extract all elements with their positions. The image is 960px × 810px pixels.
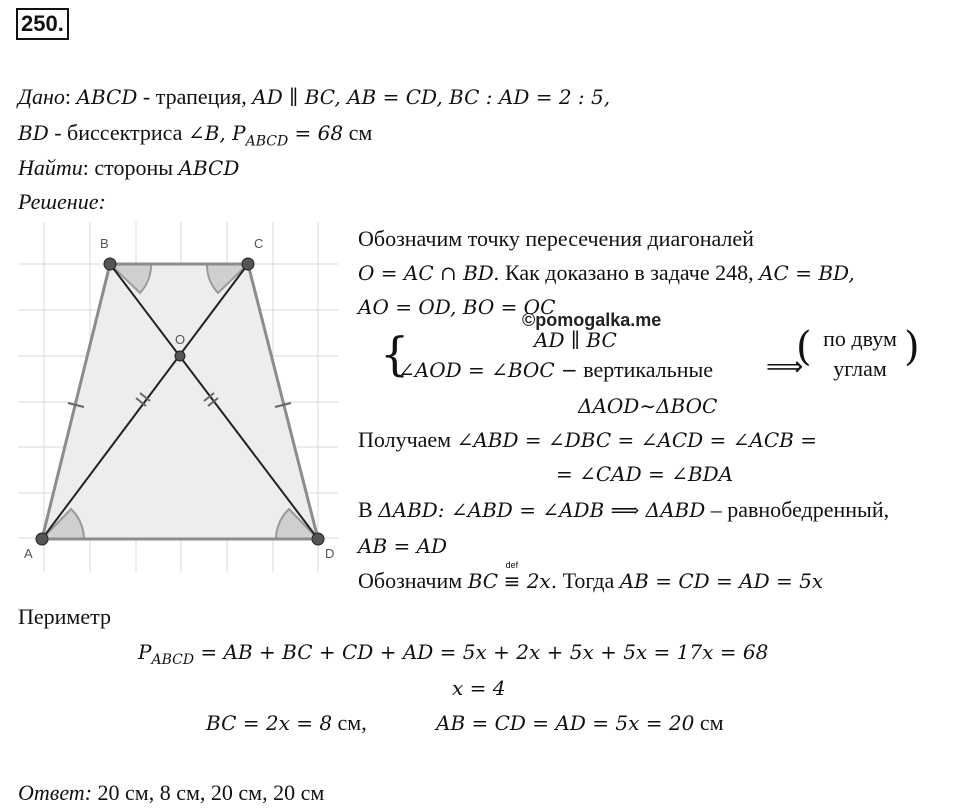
bc-symbol: BC xyxy=(467,569,499,593)
vertex-label-c: C xyxy=(254,236,264,251)
bc-def: ≡ 2x. xyxy=(503,569,558,593)
find-math: ABCD xyxy=(178,156,240,180)
bc-result xyxy=(206,710,367,736)
perimeter-sum: = AB + BC + CD + AD = 5x + 2x + 5x + 5x = 17x = 68 xyxy=(194,640,769,664)
answer-text: 20 см, 8 см, 20 см, 20 см xyxy=(92,780,325,805)
similarity-line: ΔAOD∼ΔBOC xyxy=(578,394,718,418)
paren-right: ) xyxy=(904,324,920,370)
perimeter-p: P xyxy=(138,640,152,664)
isosceles-reason: ΔABD: ∠ABD = ∠ADB ⟹ ΔABD xyxy=(378,498,706,522)
answer-label: Ответ: xyxy=(18,780,93,805)
implies-arrow: ⟹ xyxy=(766,352,804,381)
vertex-label-a: A xyxy=(24,546,33,561)
given-trapezoid-name: ABCD xyxy=(76,85,138,109)
perimeter-equation xyxy=(138,640,768,668)
paren-line-1: по двум xyxy=(823,326,897,351)
answer-line xyxy=(18,780,324,806)
paren-line-2: углам xyxy=(833,356,887,381)
given-perimeter-sub: ABCD xyxy=(245,133,289,150)
solution-line-3: AO = OD, BO = OC xyxy=(358,295,556,319)
def-label: def xyxy=(505,560,519,570)
bc-result-unit: см, xyxy=(332,710,367,735)
intersection-def: O = AC ∩ BD. xyxy=(358,261,500,285)
vertex-label-d: D xyxy=(325,546,335,561)
given-label: Дано xyxy=(18,84,65,109)
solution-line-7: = ∠CAD = ∠BDA xyxy=(556,462,734,486)
vertical-angles-math: ∠AOD = ∠BOC − xyxy=(398,358,578,382)
given-bisector-text: - биссектриса xyxy=(48,120,188,145)
vertical-angles-text: вертикальные xyxy=(577,357,714,382)
def-equiv xyxy=(503,560,558,594)
find-label: Найти xyxy=(18,155,83,180)
given-line-1: Дано: ABCD - трапеция, AD ∥ BC, AB = CD, BC : AD = 2 : 5, xyxy=(18,84,611,109)
vertex-label-b: B xyxy=(100,236,109,251)
solution-line-8 xyxy=(358,497,889,523)
diagonals-equal: AC = BD, xyxy=(759,261,855,285)
proof-reference: Как доказано в задаче 248, xyxy=(499,260,760,285)
in-triangle-text: В xyxy=(358,497,379,522)
paren-left: ( xyxy=(796,324,812,370)
given-line-2 xyxy=(18,120,372,149)
perimeter-sub: ABCD xyxy=(151,652,195,668)
perimeter-label: Периметр xyxy=(18,604,111,629)
given-trapezoid-text: - трапеция, xyxy=(137,84,253,109)
trapezoid-fill xyxy=(42,264,318,539)
given-conditions: AD ∥ BC, AB = CD, BC : AD = 2 : 5, xyxy=(252,85,611,109)
solution-label: Решение: xyxy=(18,189,106,214)
system-brace: { xyxy=(380,327,410,381)
given-perimeter-unit: см xyxy=(343,120,373,145)
find-text: : стороны xyxy=(82,155,179,180)
bc-result-math: BC = 2x = 8 xyxy=(206,711,333,735)
angles-equal-1: ∠ABD = ∠DBC = ∠ACD = ∠ACB = xyxy=(456,428,817,452)
obtain-text: Получаем xyxy=(358,427,457,452)
solution-line-6 xyxy=(358,427,817,453)
solution-line-1: Обозначим точку пересечения диагоналей xyxy=(358,226,754,251)
given-angle-perimeter: ∠B, P xyxy=(187,121,246,145)
trapezoid-figure xyxy=(18,222,338,572)
isosceles-text: – равнобедренный, xyxy=(705,497,890,522)
sides-result-unit: см xyxy=(694,710,724,735)
find-line xyxy=(18,155,239,181)
denote-text: Обозначим xyxy=(358,568,468,593)
vertex-label-o: O xyxy=(175,332,186,347)
x-value: x = 4 xyxy=(452,676,506,700)
solution-line-2 xyxy=(358,260,855,286)
then-text: Тогда xyxy=(557,568,620,593)
system-line-1: AD ∥ BC xyxy=(534,328,617,352)
problem-number: 250. xyxy=(16,8,69,40)
solution-line-10 xyxy=(358,560,824,594)
given-perimeter-value: = 68 xyxy=(288,121,344,145)
watermark: ©pomogalka.me xyxy=(522,310,662,330)
sides-result xyxy=(436,710,724,736)
solution-line-9: AB = AD xyxy=(358,534,448,558)
sides-result-math: AB = CD = AD = 5x = 20 xyxy=(436,711,695,735)
system-line-2 xyxy=(398,357,713,383)
given-bisector-segment: BD xyxy=(18,121,49,145)
sides-in-x: AB = CD = AD = 5x xyxy=(619,569,824,593)
